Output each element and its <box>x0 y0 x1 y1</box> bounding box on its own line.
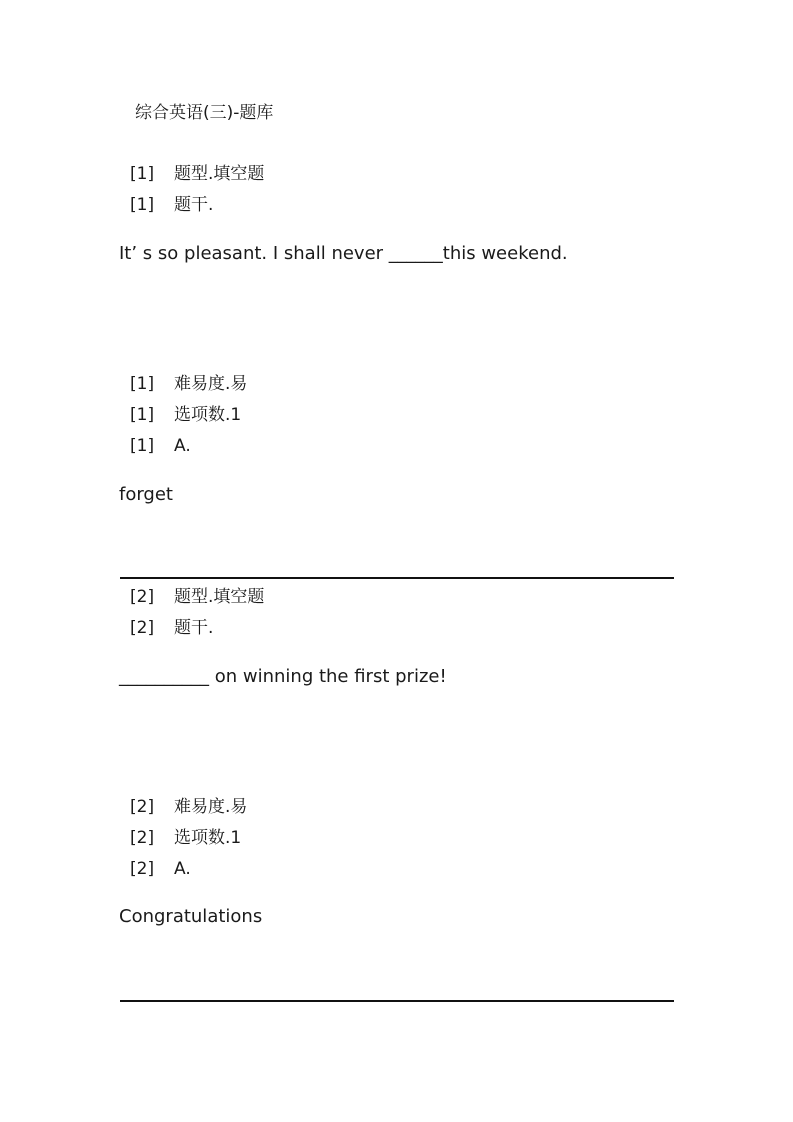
question-1-option-count <box>130 403 241 427</box>
question-2-stem-text: __________ on winning the first prize! <box>119 666 447 687</box>
stem-label: 题干. <box>174 195 214 215</box>
question-1-option-a <box>130 434 191 458</box>
question-1-difficulty <box>130 372 247 396</box>
question-2-difficulty <box>130 795 247 819</box>
question-2-answer: Congratulations <box>119 906 263 927</box>
option-count-label: 选项数.1 <box>174 828 242 848</box>
difficulty-label: 难易度.易 <box>174 374 248 394</box>
question-2-type <box>130 585 264 609</box>
document-title: 综合英语(三)-题库 <box>135 103 274 123</box>
question-number: [1] <box>130 436 155 456</box>
question-2-option-count <box>130 826 241 850</box>
question-number: [1] <box>130 405 155 425</box>
option-count-label: 选项数.1 <box>174 405 242 425</box>
question-number: [1] <box>130 195 155 215</box>
question-type-label: 题型.填空题 <box>174 164 265 184</box>
question-2-stem-label <box>130 616 213 640</box>
question-number: [2] <box>130 797 155 817</box>
question-number: [2] <box>130 618 155 638</box>
option-label: A. <box>174 436 191 456</box>
question-number: [2] <box>130 859 155 879</box>
question-number: [1] <box>130 374 155 394</box>
question-number: [2] <box>130 828 155 848</box>
question-type-label: 题型.填空题 <box>174 587 265 607</box>
option-label: A. <box>174 859 191 879</box>
question-number: [1] <box>130 164 155 184</box>
question-1-stem-text: It’ s so pleasant. I shall never ______this weekend. <box>119 243 568 264</box>
question-divider <box>120 1000 674 1002</box>
question-number: [2] <box>130 587 155 607</box>
question-1-stem-label <box>130 193 213 217</box>
stem-label: 题干. <box>174 618 214 638</box>
question-1-answer: forget <box>119 484 173 505</box>
question-2-option-a <box>130 857 191 881</box>
question-divider <box>120 577 674 579</box>
question-1-type <box>130 162 264 186</box>
difficulty-label: 难易度.易 <box>174 797 248 817</box>
